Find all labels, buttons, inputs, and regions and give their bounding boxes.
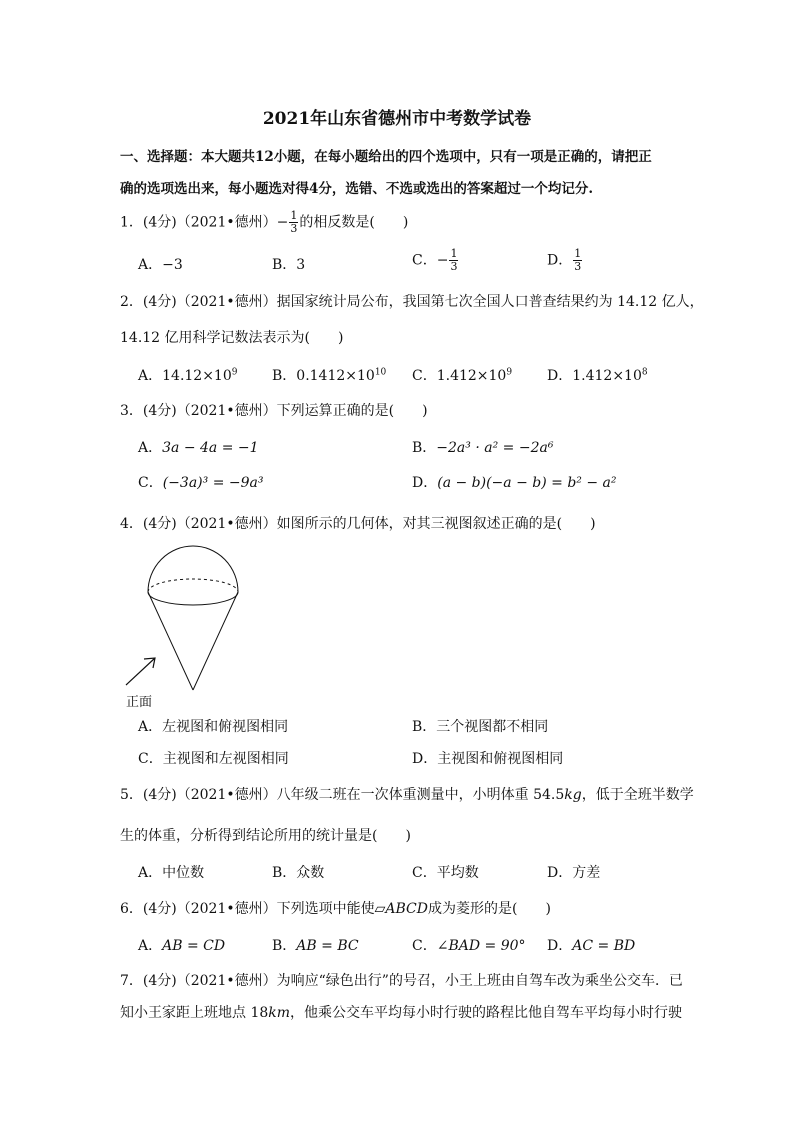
question-6: 6．(4分)（2021•德州）下列选项中能使▱ABCD成为菱形的是( ) [120, 901, 551, 917]
q4-option-b[interactable]: B．三个视图都不相同 [412, 719, 549, 735]
question-3: 3．(4分)（2021•德州）下列运算正确的是( ) [120, 403, 428, 419]
q1-suffix: 的相反数是( ) [299, 214, 409, 231]
q6-option-b[interactable]: B．AB = BC [272, 938, 359, 954]
hemisphere-outline [148, 546, 238, 592]
q6-option-c[interactable]: C．∠BAD = 90° [412, 938, 526, 954]
q1-option-c[interactable]: C．− $\frac{1}{3}$ [412, 247, 458, 273]
question-2-line2: 14.12 亿用科学记数法表示为( ) [120, 330, 344, 346]
q1-fraction: $\frac{1}{3}$ [290, 209, 298, 235]
question-7-line1: 7．(4分)（2021•德州）为响应“绿色出行”的号召，小王上班由自驾车改为乘坐公交车．已 [120, 973, 683, 989]
q3-option-b[interactable]: B．−2a³ · a² = −2a⁶ [412, 440, 554, 456]
section-header-line1: 一、选择题：本大题共12小题，在每小题给出的四个选项中，只有一项是正确的，请把正 [120, 149, 652, 165]
question-4: 4．(4分)（2021•德州）如图所示的几何体，对其三视图叙述正确的是( ) [120, 516, 596, 532]
q5-option-d[interactable]: D．方差 [547, 865, 601, 881]
rim-front-arc [148, 592, 238, 605]
front-arrow-line [126, 658, 155, 685]
section-header-line2: 确的选项选出来，每小题选对得4分，选错、不选或选出的答案超过一个均记分. [120, 181, 594, 197]
question-5-line1: 5．(4分)（2021•德州）八年级二班在一次体重测量中，小明体重 54.5kg，低于全班半数学 [120, 787, 694, 803]
q2-option-a[interactable]: A．$14.12\times 10^9$ [138, 367, 238, 384]
q5-option-b[interactable]: B．众数 [272, 865, 325, 881]
cone-right-edge [193, 592, 238, 690]
q3-option-a[interactable]: A．3a − 4a = −1 [138, 440, 259, 456]
q3-option-c[interactable]: C．(−3a)³ = −9a³ [138, 475, 264, 491]
q2-option-b[interactable]: B．$0.1412\times 10^{10}$ [272, 367, 387, 384]
q1-option-d[interactable]: D． $\frac{1}{3}$ [547, 247, 582, 273]
cone-left-edge [148, 592, 193, 690]
front-view-label: 正面 [126, 695, 153, 710]
question-2-line1: 2．(4分)（2021•德州）据国家统计局公布，我国第七次全国人口普查结果约为 14.12 亿人， [120, 294, 704, 310]
q4-option-c[interactable]: C．主视图和左视图相同 [138, 751, 289, 767]
page-title: 2021年山东省德州市中考数学试卷 [262, 109, 532, 129]
q1-option-a[interactable]: A．−3 [138, 257, 183, 273]
q6-option-a[interactable]: A．AB = CD [138, 938, 226, 954]
q1-option-b[interactable]: B．3 [272, 257, 306, 273]
q1-prefix: 1．(4分)（2021•德州） [120, 214, 277, 231]
q4-option-a[interactable]: A．左视图和俯视图相同 [138, 719, 289, 735]
question-5-line2: 生的体重，分析得到结论所用的统计量是( ) [120, 828, 411, 844]
geometry-figure [110, 540, 250, 710]
q3-option-d[interactable]: D．(a − b)(−a − b) = b² − a² [412, 475, 617, 491]
q2-option-c[interactable]: C．$1.412\times 10^9$ [412, 367, 513, 384]
q5-option-c[interactable]: C．平均数 [412, 865, 479, 881]
q5-option-a[interactable]: A．中位数 [138, 865, 205, 881]
rim-back-arc [148, 579, 238, 592]
question-7-line2: 知小王家距上班地点 18km，他乘公交车平均每小时行驶的路程比他自驾车平均每小时行驶 [120, 1005, 683, 1021]
q1-minus: − [276, 214, 289, 231]
q6-option-d[interactable]: D．AC = BD [547, 938, 636, 954]
question-1 [120, 210, 408, 235]
q4-option-d[interactable]: D．主视图和俯视图相同 [412, 751, 564, 767]
q2-option-d[interactable]: D．$1.412\times 10^8$ [547, 367, 648, 384]
